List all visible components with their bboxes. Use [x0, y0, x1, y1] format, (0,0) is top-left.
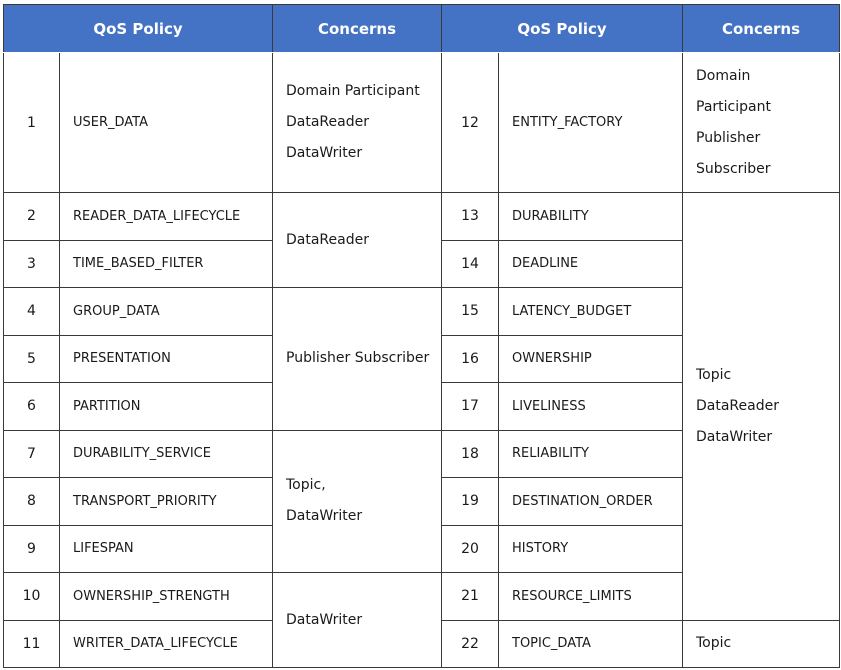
concern-cell: [683, 620, 840, 668]
concern-cell: [273, 573, 442, 668]
policy-name: LATENCY_BUDGET: [499, 288, 683, 336]
policy-name: TIME_BASED_FILTER: [60, 240, 273, 288]
policy-name: PARTITION: [60, 383, 273, 431]
concern-line: Domain: [696, 67, 751, 84]
header-concerns-left: Concerns: [273, 5, 442, 53]
table-row: [4, 193, 840, 241]
concern-line: Subscriber: [696, 160, 771, 177]
concern-cell: [273, 53, 442, 193]
concern-line: Domain Participant: [286, 83, 420, 99]
concern-line: Publisher Subscriber: [286, 350, 430, 367]
policy-number: 22: [442, 620, 499, 668]
policy-number: 9: [4, 525, 60, 573]
policy-name: READER_DATA_LIFECYCLE: [60, 193, 273, 241]
concern-cell: [273, 430, 442, 573]
policy-name: HISTORY: [499, 525, 683, 573]
policy-number: 14: [442, 240, 499, 288]
concern-line: Topic: [696, 635, 732, 652]
policy-name: DURABILITY: [499, 193, 683, 241]
concern-line: DataWriter: [286, 508, 363, 525]
policy-number: 21: [442, 573, 499, 621]
qos-policy-table: [3, 4, 839, 668]
concern-line: Topic: [696, 366, 732, 383]
policy-number: 19: [442, 478, 499, 526]
policy-name: USER_DATA: [60, 53, 273, 193]
policy-name: WRITER_DATA_LIFECYCLE: [60, 620, 273, 668]
concern-cell: [273, 288, 442, 431]
policy-name: GROUP_DATA: [60, 288, 273, 336]
table-header-row: [4, 5, 840, 53]
concern-line: DataReader: [286, 231, 369, 248]
header-concerns-right: Concerns: [683, 5, 840, 53]
concern-line: DataReader: [286, 114, 369, 130]
concern-line: DataWriter: [286, 611, 363, 628]
policy-number: 5: [4, 335, 60, 383]
policy-number: 7: [4, 430, 60, 478]
policy-name: TRANSPORT_PRIORITY: [60, 478, 273, 526]
policy-name: RELIABILITY: [499, 430, 683, 478]
policy-number: 11: [4, 620, 60, 668]
policy-number: 15: [442, 288, 499, 336]
policy-name: LIFESPAN: [60, 525, 273, 573]
policy-name: RESOURCE_LIMITS: [499, 573, 683, 621]
policy-number: 10: [4, 573, 60, 621]
header-qos-policy-left: QoS Policy: [4, 5, 273, 53]
policy-name: DURABILITY_SERVICE: [60, 430, 273, 478]
policy-name: ENTITY_FACTORY: [499, 53, 683, 193]
policy-number: 1: [4, 53, 60, 193]
policy-number: 20: [442, 525, 499, 573]
policy-number: 12: [442, 53, 499, 193]
policy-number: 8: [4, 478, 60, 526]
concern-line: Publisher: [696, 129, 761, 146]
header-qos-policy-right: QoS Policy: [442, 5, 683, 53]
policy-number: 6: [4, 383, 60, 431]
policy-number: 16: [442, 335, 499, 383]
concern-cell: [683, 53, 840, 193]
concern-line: Participant: [696, 98, 771, 115]
policy-number: 3: [4, 240, 60, 288]
policy-number: 2: [4, 193, 60, 241]
table-row: [4, 53, 840, 193]
concern-line: Topic,: [286, 477, 326, 494]
policy-number: 18: [442, 430, 499, 478]
policy-name: LIVELINESS: [499, 383, 683, 431]
policy-name: TOPIC_DATA: [499, 620, 683, 668]
policy-name: DEADLINE: [499, 240, 683, 288]
policy-name: PRESENTATION: [60, 335, 273, 383]
policy-name: OWNERSHIP: [499, 335, 683, 383]
policy-number: 13: [442, 193, 499, 241]
policy-number: 17: [442, 383, 499, 431]
concern-line: DataWriter: [696, 428, 773, 445]
policy-name: OWNERSHIP_STRENGTH: [60, 573, 273, 621]
concern-line: DataWriter: [286, 145, 363, 161]
concern-cell: [683, 193, 840, 621]
concern-cell: [273, 193, 442, 288]
concern-line: DataReader: [696, 397, 779, 414]
policy-name: DESTINATION_ORDER: [499, 478, 683, 526]
policy-number: 4: [4, 288, 60, 336]
